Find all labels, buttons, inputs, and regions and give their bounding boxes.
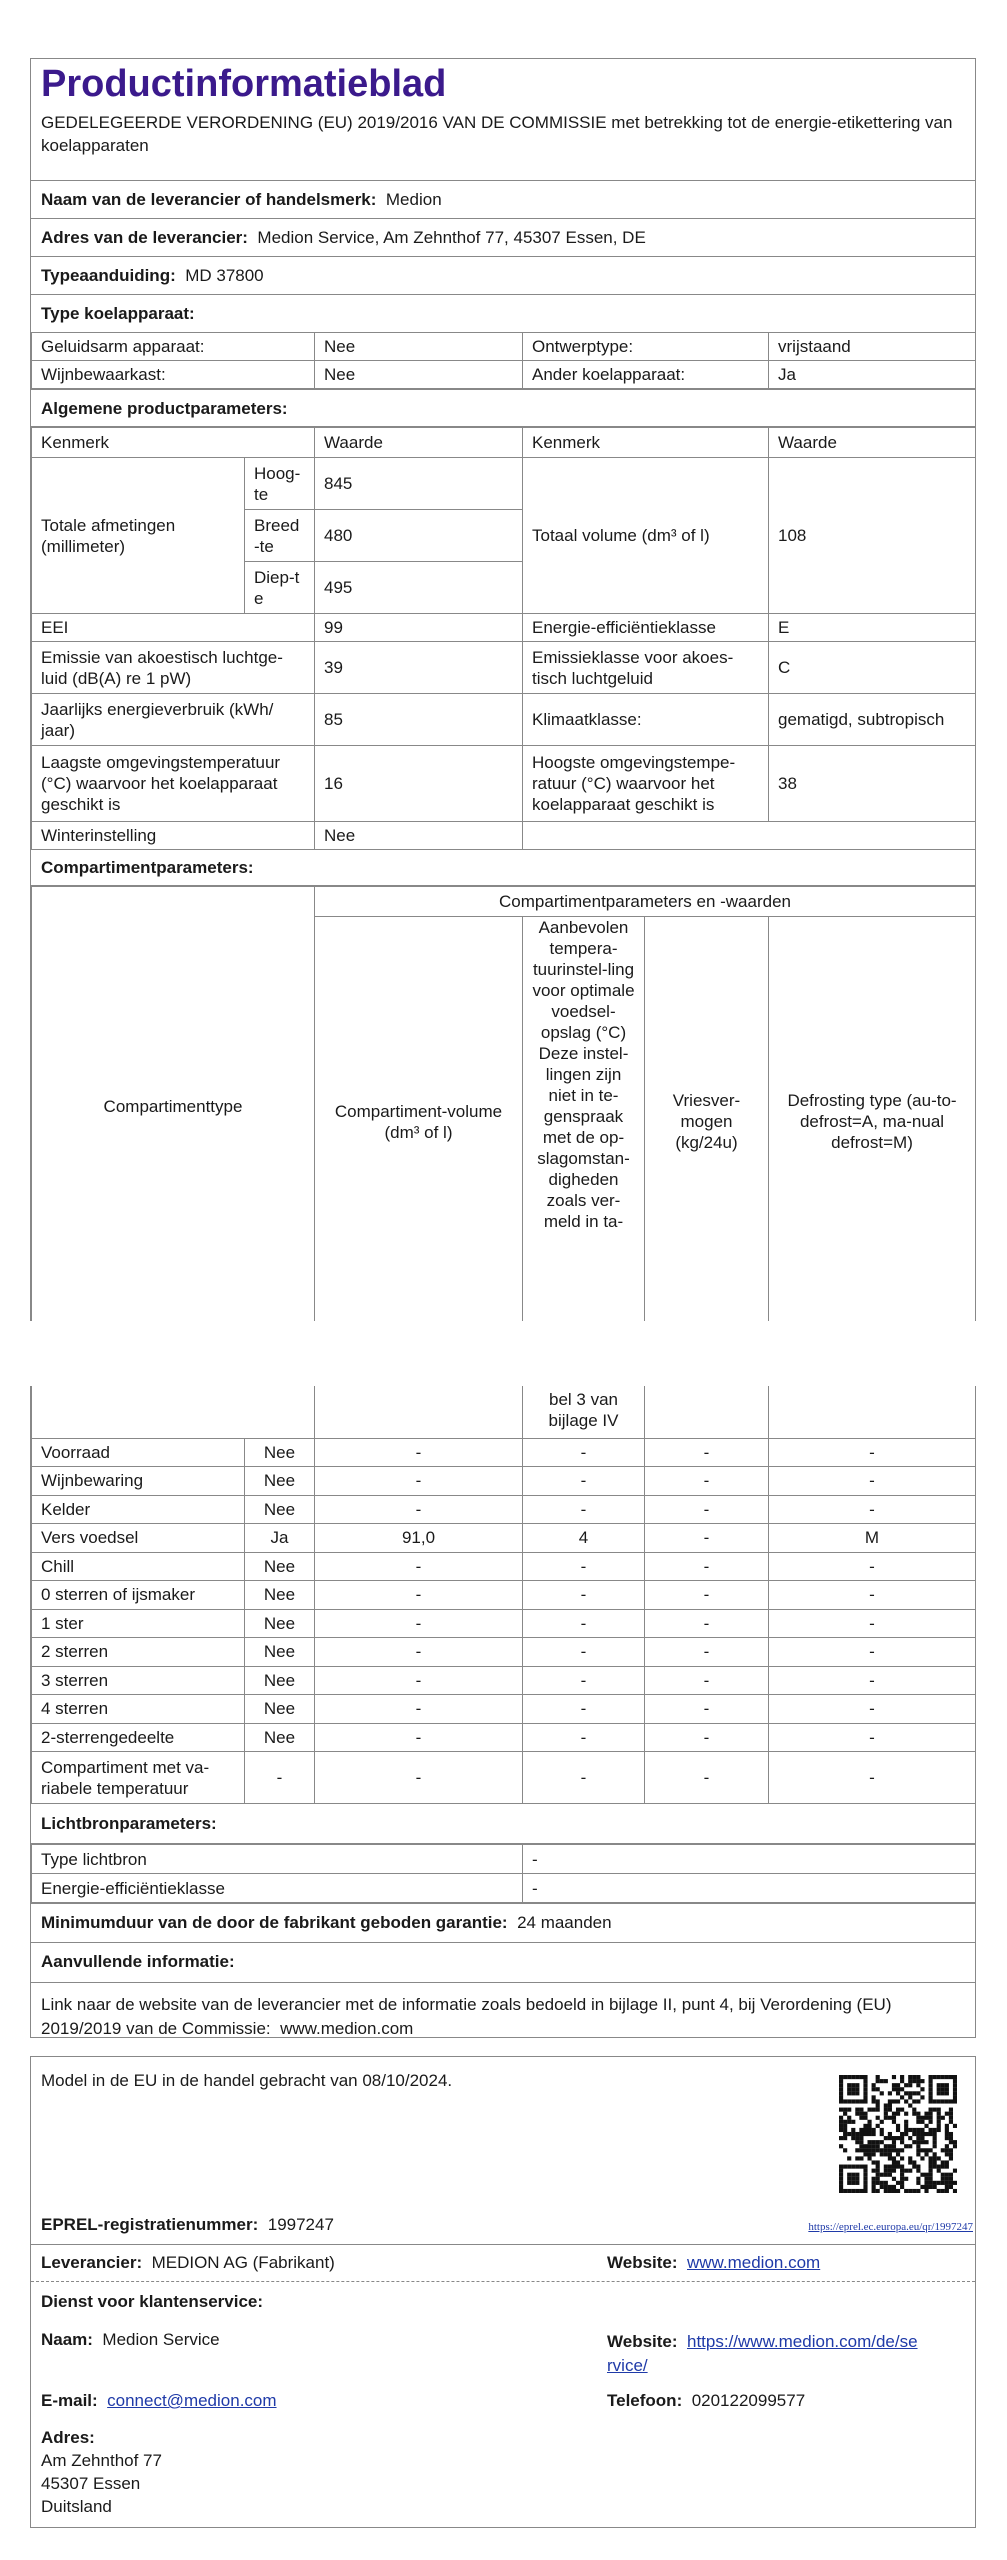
qr-code[interactable]	[839, 2075, 957, 2193]
address-line: Duitsland	[41, 2497, 112, 2516]
table-row	[32, 642, 976, 694]
customer-service	[31, 2282, 975, 2527]
eprel-url[interactable]: https://eprel.ec.europa.eu/qr/1997247	[808, 2221, 973, 2233]
table-cell: -	[315, 1638, 523, 1667]
table-cell: C	[769, 642, 976, 694]
compartment-row	[32, 1495, 976, 1524]
table-cell: Ontwerptype:	[523, 333, 769, 361]
general-table	[31, 427, 976, 850]
compartment-row	[32, 1723, 976, 1752]
table-cell: E	[769, 614, 976, 642]
phone-label: Telefoon:	[607, 2391, 683, 2410]
table-cell: vrijstaand	[769, 333, 976, 361]
supplier-name-value: Medion	[385, 190, 442, 209]
table-cell: Compartiment met va-riabele temperatuur	[32, 1752, 245, 1804]
table-cell: Nee	[245, 1638, 315, 1667]
table-cell: -	[769, 1552, 976, 1581]
sheet-header	[31, 59, 975, 181]
service-address	[31, 2422, 172, 2522]
table-cell: 0 sterren of ijsmaker	[32, 1581, 245, 1610]
table-cell: -	[769, 1495, 976, 1524]
compartment-rows	[32, 1438, 976, 1804]
table-cell: -	[523, 1695, 645, 1724]
table-cell: -	[315, 1695, 523, 1724]
table-cell: Klimaatklasse:	[523, 694, 769, 746]
height-label: Hoog-te	[245, 458, 315, 510]
warranty-row	[31, 1903, 975, 1943]
light-heading: Lichtbronparameters:	[31, 1804, 975, 1844]
col-recommended-temp: Aanbevolen tempera-tuurinstel-ling voor optimale voedsel-opslag (°C) Deze instel-lingen zijn niet in te-genspraak met de op-slagomstan-digheden zoals ver-meld in ta-	[523, 917, 645, 1322]
table-cell: -	[769, 1695, 976, 1724]
supplier-name-row	[31, 181, 975, 219]
depth-value: 495	[315, 562, 523, 614]
table-cell: M	[769, 1524, 976, 1553]
table-row	[32, 333, 976, 361]
table-cell: Nee	[245, 1581, 315, 1610]
table-cell: Nee	[245, 1666, 315, 1695]
address-label: Adres:	[41, 2428, 95, 2447]
table-cell: gematigd, subtropisch	[769, 694, 976, 746]
table-cell: Nee	[245, 1495, 315, 1524]
dims-label: Totale afmetingen (millimeter)	[32, 458, 245, 614]
table-cell: -	[523, 1495, 645, 1524]
table-cell: Ja	[769, 361, 976, 389]
table-cell: -	[523, 1752, 645, 1804]
table-row	[32, 822, 976, 850]
service-website-line1: https://www.medion.com/de/se	[687, 2332, 918, 2351]
table-cell	[32, 1386, 315, 1438]
model-row	[31, 257, 975, 295]
email-link[interactable]: connect@medion.com	[107, 2391, 277, 2410]
table-cell: -	[523, 1723, 645, 1752]
table-cell: 4	[523, 1524, 645, 1553]
compartments-heading: Compartimentparameters:	[31, 850, 975, 886]
table-cell: Energie-efficiëntieklasse	[523, 614, 769, 642]
additional-heading: Aanvullende informatie:	[31, 1943, 975, 1983]
eprel-number	[31, 2211, 344, 2239]
table-row	[32, 887, 976, 917]
table-row	[32, 1874, 976, 1903]
table-cell: Wijnbewaring	[32, 1467, 245, 1496]
table-cell: Voorraad	[32, 1438, 245, 1467]
table-cell: 4 sterren	[32, 1695, 245, 1724]
table-cell: Laagste omgevingstemperatuur (°C) waarvoor het koelapparaat geschikt is	[32, 746, 315, 822]
table-cell: 2-sterrengedeelte	[32, 1723, 245, 1752]
table-row	[32, 458, 976, 510]
service-name-label: Naam:	[41, 2330, 93, 2349]
table-row	[32, 694, 976, 746]
address-line: Am Zehnthof 77	[41, 2451, 162, 2470]
eprel-label: EPREL-registratienummer:	[41, 2215, 259, 2234]
table-cell: Nee	[245, 1723, 315, 1752]
table-row	[32, 746, 976, 822]
volume-value: 108	[769, 458, 976, 614]
additional-text: Link naar de website van de leverancier met de informatie zoals bedoeld in bijlage II, punt 4, bij Verordening (EU) 2019/2019 van de Commissie:	[41, 1995, 892, 2038]
table-cell: -	[315, 1609, 523, 1638]
eprel-box	[30, 2056, 976, 2528]
table-header-row	[32, 428, 976, 458]
table-cell: Nee	[245, 1438, 315, 1467]
table-cell: -	[645, 1609, 769, 1638]
compartment-row	[32, 1438, 976, 1467]
depth-label: Diep-te	[245, 562, 315, 614]
table-cell: Vers voedsel	[32, 1524, 245, 1553]
col-waarde-2: Waarde	[769, 428, 976, 458]
model-value: MD 37800	[185, 266, 264, 285]
table-cell: -	[315, 1467, 523, 1496]
table-cell: -	[645, 1666, 769, 1695]
table-cell: Nee	[245, 1695, 315, 1724]
table-cell: -	[645, 1723, 769, 1752]
light-type-label: Type lichtbron	[32, 1845, 523, 1874]
table-cell: -	[645, 1581, 769, 1610]
table-cell: -	[315, 1552, 523, 1581]
table-cell: -	[769, 1467, 976, 1496]
table-cell: Emissieklasse voor akoes-tisch luchtgeluid	[523, 642, 769, 694]
table-cell: 16	[315, 746, 523, 822]
footer-website-label: Website:	[607, 2253, 678, 2272]
table-cell: -	[523, 1552, 645, 1581]
table-cell: Hoogste omgevingstempe-ratuur (°C) waarvoor het koelapparaat geschikt is	[523, 746, 769, 822]
warranty-label: Minimumduur van de door de fabrikant geboden garantie:	[41, 1913, 508, 1932]
supplier-name-label: Naam van de leverancier of handelsmerk:	[41, 190, 377, 209]
compartments-header-table	[31, 886, 976, 1321]
col-kenmerk: Kenmerk	[32, 428, 315, 458]
footer-supplier-value: MEDION AG (Fabrikant)	[151, 2253, 335, 2272]
width-value: 480	[315, 510, 523, 562]
table-cell: -	[645, 1495, 769, 1524]
table-cell: 1 ster	[32, 1609, 245, 1638]
info-sheet-part-2	[30, 1386, 976, 2038]
table-cell	[645, 1386, 769, 1438]
service-email	[31, 2387, 287, 2415]
compartment-row	[32, 1467, 976, 1496]
footer-website	[597, 2249, 830, 2277]
light-class-value: -	[523, 1874, 976, 1903]
compartment-row	[32, 1752, 976, 1804]
service-website-label: Website:	[607, 2332, 678, 2351]
table-cell: 2 sterren	[32, 1638, 245, 1667]
table-cell: 85	[315, 694, 523, 746]
table-cell: -	[645, 1467, 769, 1496]
table-cell: EEI	[32, 614, 315, 642]
table-cell: 39	[315, 642, 523, 694]
supplier-address-value: Medion Service, Am Zehnthof 77, 45307 Essen, DE	[257, 228, 646, 247]
table-cell: -	[523, 1581, 645, 1610]
model-label: Typeaanduiding:	[41, 266, 176, 285]
compartment-row	[32, 1524, 976, 1553]
table-cell: -	[315, 1581, 523, 1610]
table-cell: Nee	[315, 333, 523, 361]
compartment-row	[32, 1638, 976, 1667]
email-label: E-mail:	[41, 2391, 98, 2410]
table-cell: -	[769, 1723, 976, 1752]
light-type-value: -	[523, 1845, 976, 1874]
table-cell: -	[769, 1638, 976, 1667]
table-cell	[769, 1386, 976, 1438]
page-title: Productinformatieblad	[41, 63, 447, 105]
qr-code-icon	[839, 2075, 957, 2193]
table-cell: Kelder	[32, 1495, 245, 1524]
table-cell: -	[523, 1666, 645, 1695]
col-kenmerk-2: Kenmerk	[523, 428, 769, 458]
table-cell: -	[769, 1438, 976, 1467]
warranty-value: 24 maanden	[517, 1913, 612, 1932]
additional-url[interactable]: www.medion.com	[280, 2019, 414, 2038]
table-cell: -	[645, 1752, 769, 1804]
width-label: Breed-te	[245, 510, 315, 562]
supplier-address-label: Adres van de leverancier:	[41, 228, 248, 247]
table-cell: Chill	[32, 1552, 245, 1581]
table-row	[32, 1845, 976, 1874]
table-cell: -	[769, 1609, 976, 1638]
table-cell: -	[769, 1752, 976, 1804]
service-name-value: Medion Service	[102, 2330, 220, 2349]
eprel-value: 1997247	[267, 2215, 334, 2234]
table-cell: -	[645, 1552, 769, 1581]
compartment-row	[32, 1666, 976, 1695]
service-website	[597, 2326, 977, 2382]
market-date: Model in de EU in de handel gebracht van 08/10/2024.	[41, 2071, 453, 2090]
table-row	[32, 614, 976, 642]
general-heading: Algemene productparameters:	[31, 389, 975, 427]
col-group-header: Compartimentparameters en -waarden	[315, 887, 976, 917]
table-cell: -	[315, 1723, 523, 1752]
col-compartment-volume: Compartiment-volume (dm³ of l)	[315, 917, 523, 1322]
compartment-row	[32, 1609, 976, 1638]
info-sheet-part-1	[30, 58, 976, 1321]
phone-value: 020122099577	[691, 2391, 806, 2410]
table-cell: -	[645, 1438, 769, 1467]
table-cell: 91,0	[315, 1524, 523, 1553]
table-cell: -	[769, 1666, 976, 1695]
table-cell: 99	[315, 614, 523, 642]
table-cell: 38	[769, 746, 976, 822]
table-cell	[315, 1386, 523, 1438]
table-cell: -	[645, 1695, 769, 1724]
table-cell: -	[523, 1467, 645, 1496]
table-cell: Wijnbewaarkast:	[32, 361, 315, 389]
table-cell: 3 sterren	[32, 1666, 245, 1695]
service-website-line2: rvice/	[607, 2356, 648, 2375]
col-freezing-capacity: Vriesver-mogen (kg/24u)	[645, 917, 769, 1322]
address-line: 45307 Essen	[41, 2474, 141, 2493]
footer-website-link[interactable]: www.medion.com	[687, 2253, 821, 2272]
winter-value: Nee	[315, 822, 523, 850]
compartment-row	[32, 1581, 976, 1610]
table-cell: Emissie van akoestisch luchtge-luid (dB(A) re 1 pW)	[32, 642, 315, 694]
type-heading: Type koelapparaat:	[31, 295, 975, 333]
table-cell: -	[315, 1438, 523, 1467]
table-cell: Nee	[245, 1552, 315, 1581]
table-cell: -	[645, 1524, 769, 1553]
regulation-subtitle: GEDELEGEERDE VERORDENING (EU) 2019/2016 VAN DE COMMISSIE met betrekking tot de energie-etikettering van koelapparaten	[41, 113, 953, 155]
winter-label: Winterinstelling	[32, 822, 315, 850]
table-cell: Nee	[315, 361, 523, 389]
col-recommended-temp-cont: bel 3 van bijlage IV	[523, 1386, 645, 1438]
table-cell: -	[523, 1638, 645, 1667]
table-cell: -	[315, 1495, 523, 1524]
light-table	[31, 1844, 976, 1903]
col-defrost-type: Defrosting type (au-to-defrost=A, ma-nual defrost=M)	[769, 917, 976, 1322]
volume-label: Totaal volume (dm³ of l)	[523, 458, 769, 614]
type-table	[31, 332, 976, 389]
height-value: 845	[315, 458, 523, 510]
table-cell: Ja	[245, 1524, 315, 1553]
supplier-row	[31, 2244, 975, 2282]
table-cell: -	[315, 1752, 523, 1804]
light-class-label: Energie-efficiëntieklasse	[32, 1874, 523, 1903]
table-cell: -	[769, 1581, 976, 1610]
table-cell: Ander koelapparaat:	[523, 361, 769, 389]
table-cell: Jaarlijks energieverbruik (kWh/ jaar)	[32, 694, 315, 746]
table-row	[32, 361, 976, 389]
compartment-row	[32, 1695, 976, 1724]
service-phone	[597, 2387, 815, 2415]
additional-info	[31, 1983, 975, 2045]
supplier-address-row	[31, 219, 975, 257]
table-cell: Nee	[245, 1609, 315, 1638]
eprel-block	[31, 2057, 975, 2244]
col-waarde: Waarde	[315, 428, 523, 458]
table-cell: -	[523, 1438, 645, 1467]
table-cell: Nee	[245, 1467, 315, 1496]
col-compartment-type: Compartimenttype	[32, 887, 315, 1322]
service-name	[31, 2326, 230, 2354]
table-cell: -	[523, 1609, 645, 1638]
table-cell: -	[315, 1666, 523, 1695]
table-cell: -	[245, 1752, 315, 1804]
table-cell: Geluidsarm apparaat:	[32, 333, 315, 361]
table-cell: -	[645, 1638, 769, 1667]
footer-supplier-label: Leverancier:	[41, 2253, 143, 2272]
compartments-table	[31, 1386, 976, 1804]
service-heading: Dienst voor klantenservice:	[41, 2292, 264, 2311]
footer-supplier	[31, 2249, 345, 2277]
table-row	[32, 1386, 976, 1438]
compartment-row	[32, 1552, 976, 1581]
table-cell	[523, 822, 976, 850]
